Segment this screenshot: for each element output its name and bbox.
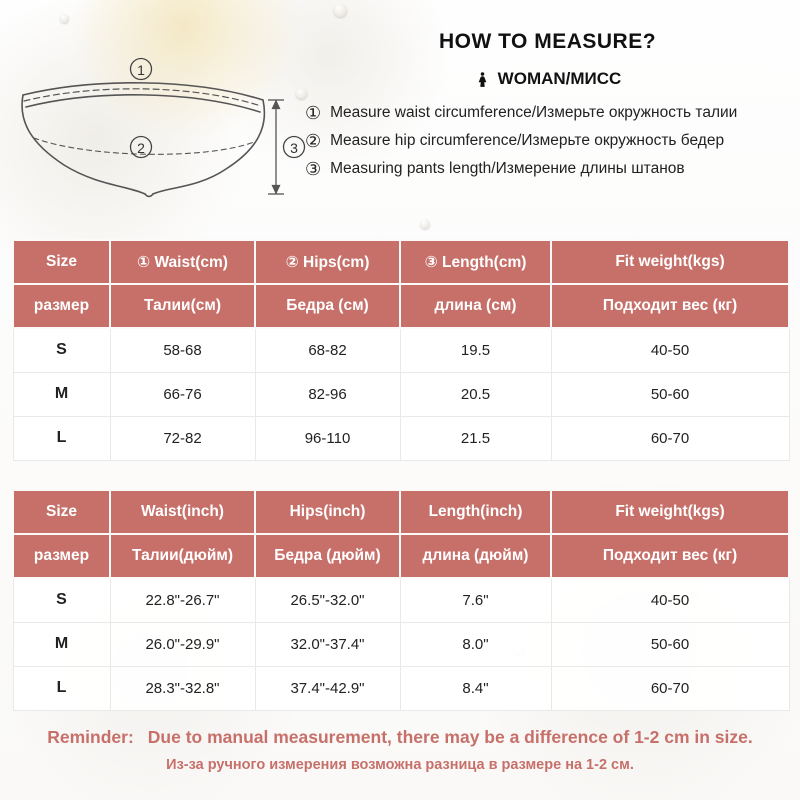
measurement-diagram	[8, 52, 308, 267]
header-cell: Бедра (дюйм)	[255, 534, 400, 578]
table-cell: 72-82	[110, 416, 255, 460]
table-cell: 26.0"-29.9"	[110, 622, 255, 666]
pearl-decoration	[334, 4, 347, 17]
header-cell: размер	[13, 534, 110, 578]
table-cell: 22.8"-26.7"	[110, 578, 255, 622]
size-cell: M	[13, 622, 110, 666]
header-cell: Талии(см)	[110, 284, 255, 328]
how-to-measure-section	[305, 30, 790, 188]
table-cell: 50-60	[551, 372, 789, 416]
pearl-decoration	[420, 219, 430, 229]
reminder-label: Reminder:	[47, 727, 134, 747]
reminder-line-en	[0, 727, 800, 748]
table-cell: 58-68	[110, 328, 255, 372]
size-table-cm	[12, 239, 790, 461]
header-cell: Бедра (см)	[255, 284, 400, 328]
table-header-row-ru	[13, 284, 789, 328]
reminder-text-post: in size.	[689, 727, 753, 747]
instruction-text: Measure hip circumference/Измерьте окружность бедер	[330, 132, 725, 149]
instruction-number: ③	[305, 159, 322, 179]
table-cell: 60-70	[551, 416, 789, 460]
instruction-item	[305, 132, 790, 150]
header-cell: Подходит вес (кг)	[551, 284, 789, 328]
header-cell: длина (дюйм)	[400, 534, 551, 578]
table-cell: 68-82	[255, 328, 400, 372]
header-cell: Подходит вес (кг)	[551, 534, 789, 578]
table-cell: 60-70	[551, 666, 789, 710]
table-row	[13, 416, 789, 460]
table-header-row-en	[13, 490, 789, 534]
table-cell: 40-50	[551, 578, 789, 622]
reminder-text-bold: 1-2 cm	[634, 727, 690, 747]
table-row	[13, 328, 789, 372]
reminder-text-pre: Due to manual measurement, there may be a difference of	[147, 727, 635, 747]
instruction-number: ①	[305, 103, 322, 123]
size-cell: S	[13, 578, 110, 622]
table-cell: 37.4"-42.9"	[255, 666, 400, 710]
header-cell: Length(inch)	[400, 490, 551, 534]
instruction-item	[305, 104, 790, 122]
size-table-inch	[12, 489, 790, 711]
table-header-row-en	[13, 240, 789, 284]
woman-icon	[474, 70, 491, 89]
header-cell: размер	[13, 284, 110, 328]
diagram-label-length: 3	[290, 140, 298, 156]
table-cell: 40-50	[551, 328, 789, 372]
table-cell: 21.5	[400, 416, 551, 460]
pearl-decoration	[60, 14, 69, 23]
table-cell: 7.6"	[400, 578, 551, 622]
table-row	[13, 578, 789, 622]
header-cell: Hips(inch)	[255, 490, 400, 534]
diagram-label-waist: 1	[137, 62, 145, 78]
size-cell: L	[13, 666, 110, 710]
size-cell: S	[13, 328, 110, 372]
table-cell: 26.5"-32.0"	[255, 578, 400, 622]
instruction-text: Measure waist circumference/Измерьте окружность талии	[330, 104, 738, 121]
table-cell: 28.3"-32.8"	[110, 666, 255, 710]
header-cell: Талии(дюйм)	[110, 534, 255, 578]
table-cell: 19.5	[400, 328, 551, 372]
table-cell: 50-60	[551, 622, 789, 666]
page-title: HOW TO MEASURE?	[438, 30, 657, 53]
table-cell: 96-110	[255, 416, 400, 460]
gender-row	[305, 69, 790, 89]
table-header-row-ru	[13, 534, 789, 578]
header-cell: Size	[13, 240, 110, 284]
table-cell: 8.4"	[400, 666, 551, 710]
diagram-label-hip: 2	[137, 140, 145, 156]
instruction-item	[305, 160, 790, 178]
table-cell: 32.0"-37.4"	[255, 622, 400, 666]
instructions-list	[305, 104, 790, 178]
header-cell: ③ Length(cm)	[400, 240, 551, 284]
header-cell: Waist(inch)	[110, 490, 255, 534]
table-cell: 82-96	[255, 372, 400, 416]
panty-diagram-svg	[8, 52, 308, 267]
header-cell: Size	[13, 490, 110, 534]
table-cell: 20.5	[400, 372, 551, 416]
table-cell: 66-76	[110, 372, 255, 416]
reminder-section	[0, 727, 800, 773]
reminder-line-ru: Из-за ручного измерения возможна разница в размере на 1-2 см.	[166, 757, 634, 773]
header-cell: длина (см)	[400, 284, 551, 328]
instruction-number: ②	[305, 131, 322, 151]
header-cell: Fit weight(kgs)	[551, 240, 789, 284]
table-row	[13, 622, 789, 666]
table-cell: 8.0"	[400, 622, 551, 666]
table-row	[13, 666, 789, 710]
instruction-text: Measuring pants length/Измерение длины штанов	[330, 160, 685, 177]
table-row	[13, 372, 789, 416]
size-cell: L	[13, 416, 110, 460]
length-arrow	[268, 100, 284, 194]
header-cell: ② Hips(cm)	[255, 240, 400, 284]
gender-label: WOMAN/МИСС	[497, 69, 622, 88]
size-cell: M	[13, 372, 110, 416]
header-cell: ① Waist(cm)	[110, 240, 255, 284]
header-cell: Fit weight(kgs)	[551, 490, 789, 534]
